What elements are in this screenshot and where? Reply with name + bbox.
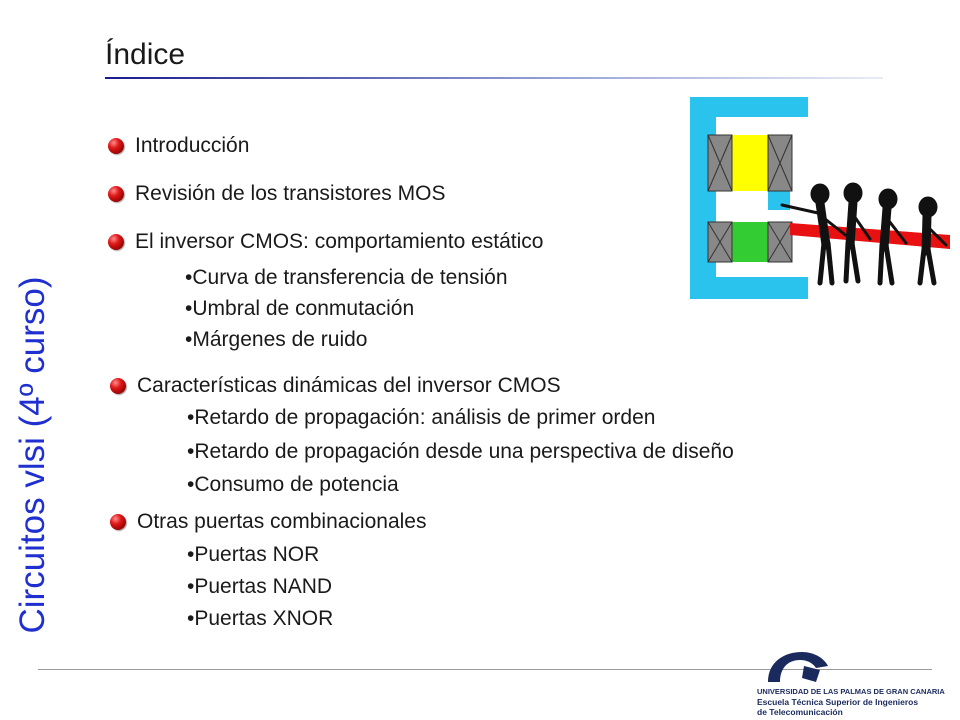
side-title-text: Circuitos vlsi (4º curso) (13, 276, 52, 634)
slide-title: Índice (105, 38, 186, 71)
title-underline (105, 77, 883, 79)
section-transistores-mos: Revisión de los transistores MOS (135, 182, 446, 205)
section-otras-puertas: Otras puertas combinacionales (137, 510, 427, 533)
bullet-icon (110, 378, 126, 394)
subitem-puertas-nor: • Puertas NOR (187, 543, 319, 567)
subitem-retardo-primer-orden: • Retardo de propagación: análisis de primer orden (187, 406, 655, 430)
cmos-tug-illustration (688, 95, 958, 305)
bullet-icon (108, 186, 124, 202)
subitem-puertas-xnor: • Puertas XNOR (187, 607, 333, 631)
section-inversor-estatico: El inversor CMOS: comportamiento estático (135, 230, 544, 253)
logo-line-3: de Telecomunicación (757, 707, 843, 717)
subitem-margenes-ruido: • Márgenes de ruido (185, 328, 367, 352)
subitem-umbral-conmutacion: • Umbral de conmutación (185, 297, 414, 321)
university-logo-text (757, 687, 945, 717)
side-title (8, 245, 58, 665)
bullet-icon (110, 514, 126, 530)
subitem-curva-transferencia: • Curva de transferencia de tensión (185, 266, 508, 290)
subitem-retardo-diseno: • Retardo de propagación desde una perspectiva de diseño (187, 440, 734, 464)
cmos-layout-graphic (690, 97, 808, 299)
university-logo-icon (760, 648, 830, 686)
logo-line-2: Escuela Técnica Superior de Ingenieros (757, 697, 919, 707)
section-inversor-dinamico: Características dinámicas del inversor CMOS (137, 374, 561, 397)
subitem-consumo-potencia: • Consumo de potencia (187, 473, 399, 497)
subitem-puertas-nand: • Puertas NAND (187, 575, 332, 599)
logo-line-1: UNIVERSIDAD DE LAS PALMAS DE GRAN CANARIA (757, 687, 945, 696)
section-introduccion: Introducción (135, 134, 250, 157)
bullet-icon (108, 234, 124, 250)
bullet-icon (108, 138, 124, 154)
